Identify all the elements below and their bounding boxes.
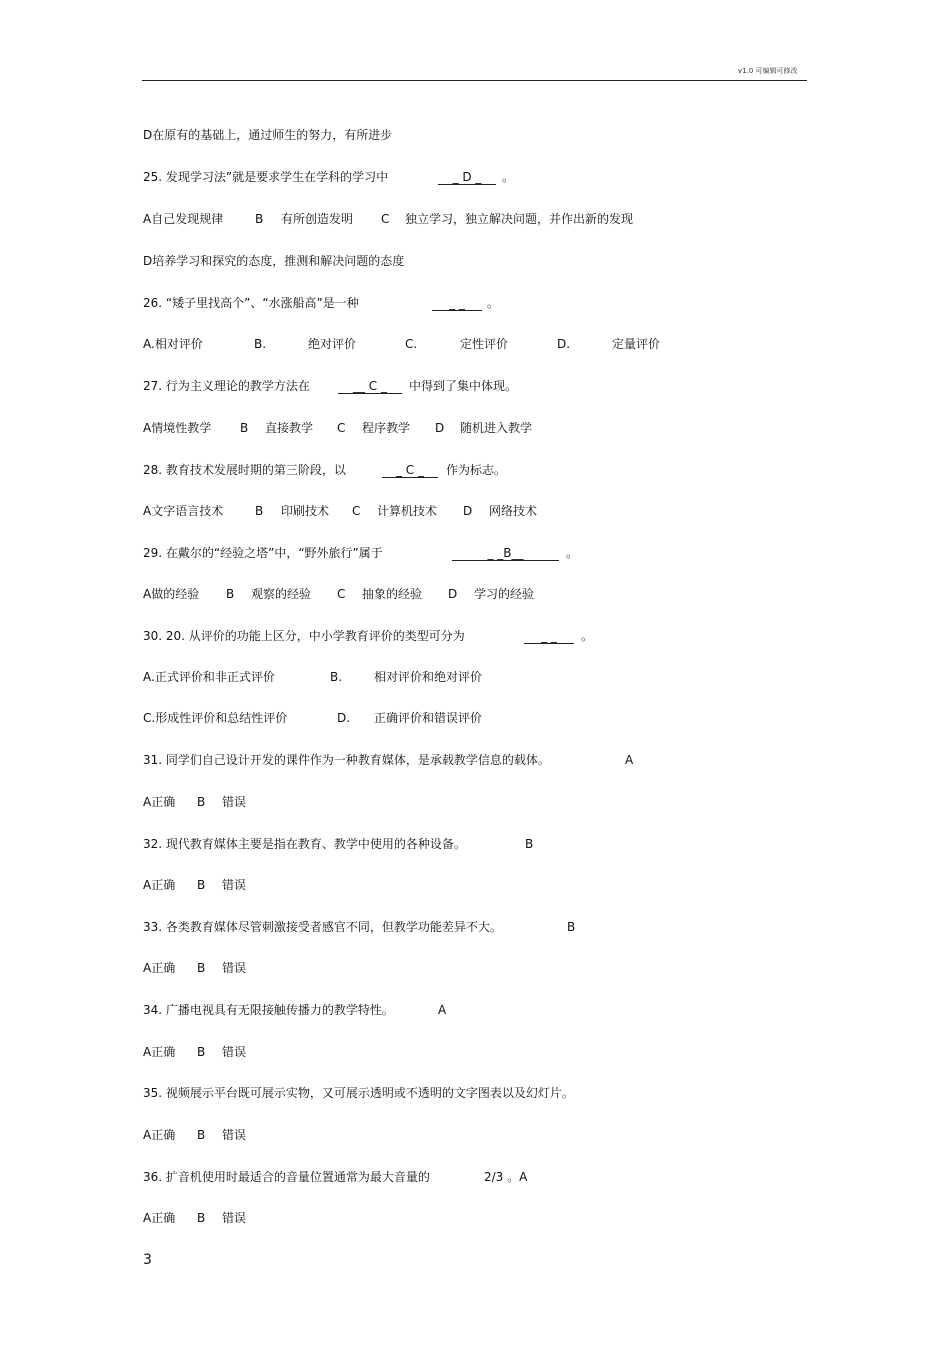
option-part: B. (330, 670, 343, 684)
option-text: A正确 (143, 1211, 176, 1225)
option-part: 直接教学 (265, 421, 314, 435)
option-part: 计算机技术 (377, 504, 438, 518)
option-part: B (255, 504, 264, 518)
question-text: 30. 20. 从评价的功能上区分，中小学教育评价的类型可分为 (143, 629, 465, 643)
question-end: 作为标志。 (446, 463, 507, 477)
option-part: B (197, 795, 206, 809)
option-text: C.形成性评价和总结性评价 (143, 711, 288, 725)
question-text: 33. 各类教育媒体尽管刺激接受者感官不同，但教学功能差异不大。 (143, 920, 502, 934)
page-number: 3 (143, 1252, 152, 1268)
option-part: 错误 (222, 1128, 247, 1142)
option-part: 独立学习，独立解决问题，并作出新的发现 (405, 212, 634, 226)
option-part: 定性评价 (460, 337, 509, 351)
answer-blank: _ _ (524, 627, 574, 645)
answer-blank: _ _ (432, 294, 482, 312)
question-text: 31. 同学们自己设计开发的课件作为一种教育媒体，是承载教学信息的载体。 (143, 753, 550, 767)
line-text: D培养学习和探究的态度，推测和解决问题的态度 (143, 254, 405, 268)
option-part: 学习的经验 (474, 587, 535, 601)
option-text: A文字语言技术 (143, 504, 224, 518)
option-part: B (197, 1211, 206, 1225)
option-part: D (448, 587, 458, 601)
option-part: 网络技术 (489, 504, 538, 518)
answer-text: A (438, 1003, 447, 1017)
option-part: 相对评价和绝对评价 (374, 670, 483, 684)
question-end: 。 (581, 629, 594, 643)
question-text: 27. 行为主义理论的教学方法在 (143, 379, 310, 393)
option-part: 错误 (222, 1211, 247, 1225)
option-part: C (337, 421, 346, 435)
question-text: 34. 广播电视具有无限接触传播力的教学特性。 (143, 1003, 394, 1017)
answer-text: 2/3 。A (484, 1170, 528, 1184)
option-text: A正确 (143, 795, 176, 809)
question-text: 32. 现代教育媒体主要是指在教育、教学中使用的各种设备。 (143, 837, 466, 851)
question-text: 25. 发现学习法”就是要求学生在学科的学习中 (143, 170, 389, 184)
header-version: v1.0 可编辑可修改 (738, 67, 798, 75)
question-end: 。 (487, 296, 500, 310)
option-text: A做的经验 (143, 587, 200, 601)
option-text: A正确 (143, 961, 176, 975)
option-part: B. (254, 337, 267, 351)
option-part: 定量评价 (612, 337, 661, 351)
blank-underline (452, 560, 559, 561)
option-text: A自己发现规律 (143, 212, 224, 226)
option-text: A.相对评价 (143, 337, 203, 351)
answer-text: A (625, 753, 634, 767)
question-text: 29. 在戴尔的“经验之塔”中，“野外旅行”属于 (143, 546, 383, 560)
option-part: 错误 (222, 961, 247, 975)
option-part: 错误 (222, 878, 247, 892)
answer-text: B (525, 837, 534, 851)
option-part: 错误 (222, 1045, 247, 1059)
blank-underline (432, 310, 482, 311)
line-text: 35. 视频展示平台既可展示实物，又可展示透明或不透明的文字图表以及幻灯片。 (143, 1086, 574, 1100)
question-text: 26. “矮子里找高个”、“水涨船高”是一种 (143, 296, 359, 310)
question-end: 。 (566, 546, 579, 560)
answer-blank: _ _B__ (452, 544, 559, 562)
line-text: D在原有的基础上，通过师生的努力，有所进步 (143, 128, 393, 142)
blank-underline (382, 477, 438, 478)
option-part: 正确评价和错误评价 (374, 711, 483, 725)
option-part: 随机进入教学 (460, 421, 533, 435)
option-part: D. (337, 711, 351, 725)
question-end: 中得到了集中体现。 (409, 379, 518, 393)
blank-underline (338, 393, 402, 394)
question-text: 28. 教育技术发展时期的第三阶段，以 (143, 463, 346, 477)
option-part: B (240, 421, 249, 435)
blank-underline (438, 184, 496, 185)
option-part: 错误 (222, 795, 247, 809)
option-text: A情境性教学 (143, 421, 212, 435)
option-part: C. (405, 337, 418, 351)
option-part: B (255, 212, 264, 226)
option-part: D (463, 504, 473, 518)
answer-text: B (567, 920, 576, 934)
answer-blank: __ C _ (338, 377, 402, 395)
answer-blank: _ C _ (382, 461, 438, 479)
option-part: D. (557, 337, 571, 351)
question-end: 。 (502, 170, 515, 184)
option-text: A正确 (143, 1045, 176, 1059)
option-part: 观察的经验 (251, 587, 312, 601)
option-part: B (197, 878, 206, 892)
option-part: 有所创造发明 (281, 212, 354, 226)
option-part: B (226, 587, 235, 601)
option-part: B (197, 1128, 206, 1142)
option-part: 抽象的经验 (362, 587, 423, 601)
option-part: D (435, 421, 445, 435)
answer-blank: _ D _ (438, 168, 496, 186)
option-part: C (352, 504, 361, 518)
option-part: C (381, 212, 390, 226)
option-text: A正确 (143, 1128, 176, 1142)
header-rule (142, 80, 807, 81)
option-text: A.正式评价和非正式评价 (143, 670, 275, 684)
option-part: B (197, 961, 206, 975)
question-text: 36. 扩音机使用时最适合的音量位置通常为最大音量的 (143, 1170, 430, 1184)
option-part: 程序教学 (362, 421, 411, 435)
blank-underline (524, 643, 574, 644)
option-part: 印刷技术 (281, 504, 330, 518)
option-part: C (337, 587, 346, 601)
option-part: 绝对评价 (308, 337, 357, 351)
option-text: A正确 (143, 878, 176, 892)
option-part: B (197, 1045, 206, 1059)
